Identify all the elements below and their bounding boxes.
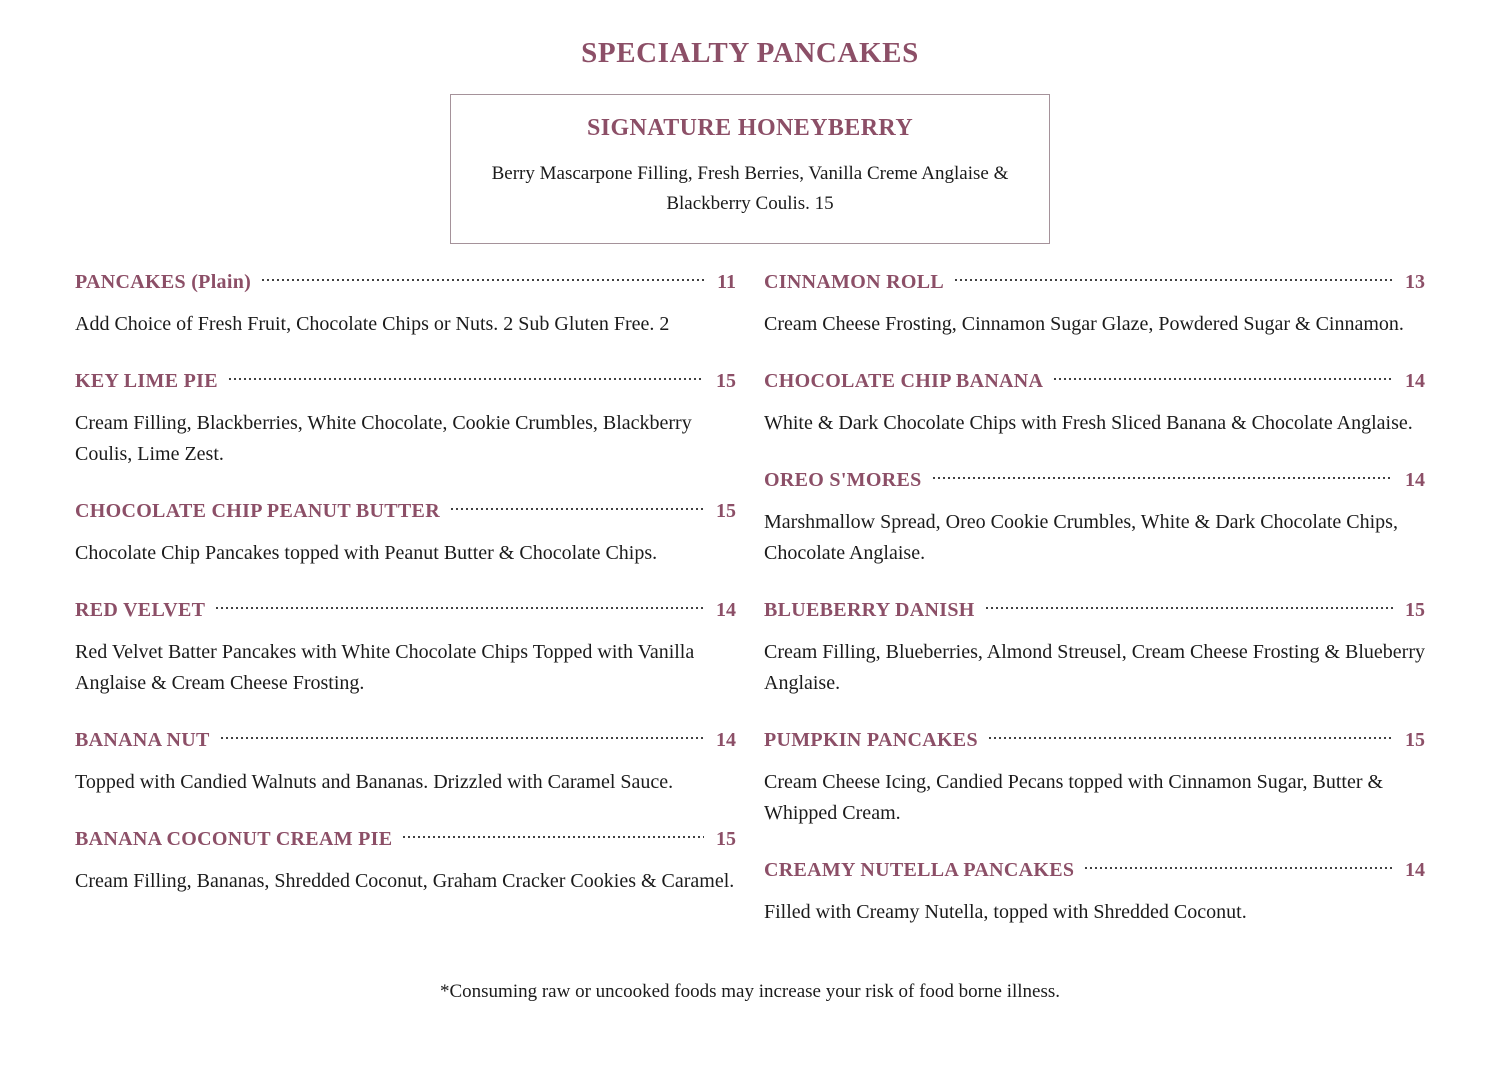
menu-item-header — [75, 496, 736, 526]
menu-item-name: BLUEBERRY DANISH — [764, 599, 975, 621]
dotted-leader — [262, 267, 705, 297]
menu-item-name: BANANA COCONUT CREAM PIE — [75, 828, 393, 850]
dotted-leader — [1085, 855, 1393, 885]
dotted-leader — [216, 595, 704, 625]
menu-item-name: KEY LIME PIE — [75, 370, 218, 392]
menu-item-description: Cream Filling, Blackberries, White Chocolate, Cookie Crumbles, Blackberry Coulis, Lime Zest. — [75, 412, 692, 465]
menu-item-price: 14 — [716, 729, 736, 751]
menu-item-price: 15 — [1405, 729, 1425, 751]
menu-item-header — [75, 824, 736, 854]
menu-item-description: Add Choice of Fresh Fruit, Chocolate Chips or Nuts. 2 Sub Gluten Free. 2 — [75, 313, 670, 335]
menu-item — [75, 267, 736, 340]
menu-item-header — [75, 595, 736, 625]
menu-item-name: CREAMY NUTELLA PANCAKES — [764, 859, 1075, 881]
menu-item — [764, 366, 1425, 439]
menu-item-header — [764, 366, 1425, 396]
menu-item-description: Topped with Candied Walnuts and Bananas. Drizzled with Caramel Sauce. — [75, 771, 674, 793]
menu-item-header — [764, 725, 1425, 755]
menu-item — [75, 595, 736, 699]
menu-item-description: Red Velvet Batter Pancakes with White Chocolate Chips Topped with Vanilla Anglaise & Cream Cheese Frosting. — [75, 641, 695, 694]
menu-item-price: 11 — [717, 271, 736, 293]
dotted-leader — [451, 496, 704, 526]
dotted-leader — [403, 824, 704, 854]
menu-item-price: 14 — [1405, 469, 1425, 491]
menu-item — [764, 267, 1425, 340]
dotted-leader — [986, 595, 1393, 625]
menu-column-right — [764, 267, 1425, 954]
menu-item-name: PANCAKES (Plain) — [75, 271, 252, 293]
menu-item-description: White & Dark Chocolate Chips with Fresh Sliced Banana & Chocolate Anglaise. — [764, 412, 1413, 434]
menu-item-price: 14 — [1405, 859, 1425, 881]
menu-item — [75, 366, 736, 470]
menu-item — [75, 725, 736, 798]
menu-item-description: Filled with Creamy Nutella, topped with Shredded Coconut. — [764, 901, 1247, 923]
dotted-leader — [1054, 366, 1393, 396]
dotted-leader — [221, 725, 704, 755]
menu-item-header — [764, 595, 1425, 625]
menu-item-name: PUMPKIN PANCAKES — [764, 729, 978, 751]
menu-item-header — [764, 855, 1425, 885]
signature-item-name: SIGNATURE HONEYBERRY — [586, 115, 914, 141]
menu-item-name: RED VELVET — [75, 599, 206, 621]
menu-item-price: 14 — [1405, 370, 1425, 392]
menu-item-price: 15 — [716, 370, 736, 392]
menu-grid — [75, 267, 1425, 954]
menu-item — [764, 465, 1425, 569]
menu-item — [75, 824, 736, 897]
menu-item-name: BANANA NUT — [75, 729, 210, 751]
menu-item-header — [75, 267, 736, 297]
menu-item-description: Cream Filling, Blueberries, Almond Streusel, Cream Cheese Frosting & Blueberry Anglaise. — [764, 641, 1426, 694]
menu-item — [764, 855, 1425, 928]
menu-item-name: OREO S'MORES — [764, 469, 922, 491]
menu-item — [75, 496, 736, 569]
menu-item-description: Cream Filling, Bananas, Shredded Coconut, Graham Cracker Cookies & Caramel. — [75, 870, 735, 892]
signature-item-box — [450, 94, 1050, 244]
menu-item-price: 15 — [1405, 599, 1425, 621]
menu-item-name: CINNAMON ROLL — [764, 271, 945, 293]
menu-column-left — [75, 267, 736, 954]
menu-item-header — [764, 267, 1425, 297]
menu-item-header — [75, 725, 736, 755]
menu-item — [764, 595, 1425, 699]
menu-item — [764, 725, 1425, 829]
signature-item-description: Berry Mascarpone Filling, Fresh Berries, Vanilla Creme Anglaise & Blackberry Coulis. 15 — [491, 163, 1009, 214]
dotted-leader — [933, 465, 1393, 495]
menu-item-name: CHOCOLATE CHIP PEANUT BUTTER — [75, 500, 440, 522]
menu-item-price: 15 — [716, 828, 736, 850]
menu-item-header — [75, 366, 736, 396]
dotted-leader — [955, 267, 1393, 297]
menu-item-description: Cream Cheese Icing, Candied Pecans topped with Cinnamon Sugar, Butter & Whipped Cream. — [764, 771, 1384, 824]
menu-item-description: Marshmallow Spread, Oreo Cookie Crumbles, White & Dark Chocolate Chips, Chocolate Anglaise. — [764, 511, 1398, 564]
menu-item-description: Chocolate Chip Pancakes topped with Peanut Butter & Chocolate Chips. — [75, 542, 658, 564]
menu-item-description: Cream Cheese Frosting, Cinnamon Sugar Glaze, Powdered Sugar & Cinnamon. — [764, 313, 1404, 335]
dotted-leader — [229, 366, 704, 396]
menu-item-price: 14 — [716, 599, 736, 621]
menu-item-price: 13 — [1405, 271, 1425, 293]
menu-item-header — [764, 465, 1425, 495]
menu-item-name: CHOCOLATE CHIP BANANA — [764, 370, 1044, 392]
page-title: SPECIALTY PANCAKES — [581, 37, 919, 69]
menu-item-price: 15 — [716, 500, 736, 522]
footer-disclaimer: *Consuming raw or uncooked foods may increase your risk of food borne illness. — [439, 981, 1060, 1002]
dotted-leader — [989, 725, 1393, 755]
